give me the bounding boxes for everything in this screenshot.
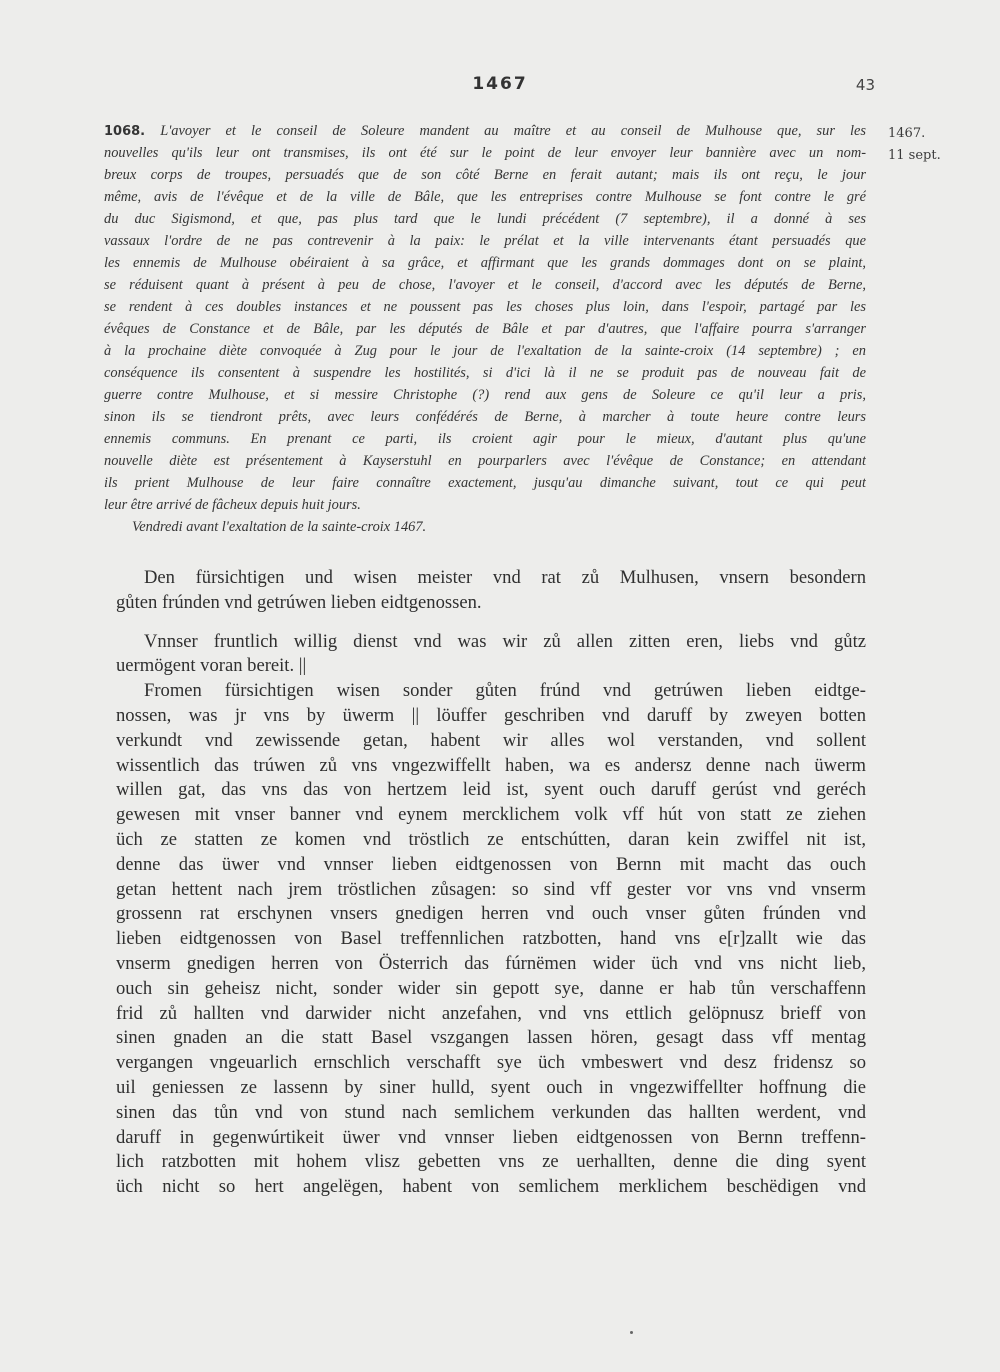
greeting-line: Vnnser fruntlich willig dienst vnd was wir zů allen zitten eren, liebs vnd gůtz (144, 630, 866, 652)
page-number: 43 (855, 76, 875, 94)
margin-note (888, 123, 968, 167)
body-line: nossen, was jr vns by üwerm || löuffer geschriben vnd daruff by zweyen botten (116, 704, 866, 726)
summary-line: vassaux l'ordre de ne pas contrevenir à la paix: le prélat et la ville intervenants étant persuadés que (104, 233, 866, 249)
body-line: sinen gnaden an die statt Basel vszgangen lassen hören, gesagt dass vff mentag (116, 1027, 866, 1049)
summary-line: se rendent à ces doubles instances et ne poussent pas les choses plus loin, dans l'espoir, partagé par les (104, 299, 866, 315)
body-line: grossenn rat erschynen vnsers gnedigen herren vnd ouch vnser gůten frúnden vnd (116, 903, 866, 925)
summary-line: 1068. L'avoyer et le conseil de Soleure mandent au maître et au conseil de Mulhouse que, sur les (104, 123, 866, 139)
summary-line: leur être arrivé de fâcheux depuis huit jours. (104, 497, 361, 513)
address-line: Den fürsichtigen und wisen meister vnd rat zů Mulhusen, vnsern besondern (144, 567, 866, 588)
summary-line: même, avis de l'évêque et de la ville de Bâle, que les entreprises contre Mulhouse se font contre le gré (104, 189, 866, 205)
body-line: wissentlich das trúwen zů vns vngezwiffellt haben, wa es andersz denne nach üwerm (116, 754, 866, 776)
summary-line: sinon ils se tiendront prêts, avec leurs confédérés de Berne, à marcher à toute heure contre leurs (104, 409, 866, 425)
body-line: üch nicht so hert angelëgen, habent von semlichem merklichem beschëdigen vnd (116, 1176, 866, 1198)
margin-note-year: 1467. (888, 126, 926, 141)
summary-line: les ennemis de Mulhouse obéiraient à sa grâce, et affirmant que les grands dommages dont on se plaint, (104, 255, 866, 271)
summary-line: du duc Sigismond, et que, pas plus tard que le lundi précédent (7 septembre), il a donné à ses (104, 211, 866, 227)
body-line: willen gat, das vns das von hertzem leid ist, syent ouch daruff gerúst vnd geréch (116, 779, 866, 801)
body-line: ouch sin geheisz nicht, sonder wider sin gepott sye, danne er hab tůn verschaffenn (116, 977, 866, 999)
summary-line: ennemis communs. En prenant ce parti, ils croient agir pour le mieux, d'autant plus qu'une (104, 431, 866, 447)
summary-line: à la prochaine diète convoquée à Zug pour le jour de l'exaltation de la sainte-croix (14 septembre) ; en (104, 343, 866, 359)
body-line: lich ratzbotten mit hohem vlisz gebetten vns ze uerhallten, denne die ding syent (116, 1151, 866, 1173)
body-line: vergangen vngeuarlich ernschlich verschafft sye üch vmbeswert vnd desz fridensz so (116, 1052, 866, 1074)
summary-line: ils prient Mulhouse de leur faire connaître exactement, jusqu'au dimanche suivant, tout ce qui peut (104, 475, 866, 491)
french-summary (104, 120, 866, 538)
summary-line: se réduisent quant à présent à peu de chose, l'avoyer et le conseil, d'accord avec les députés de Berne, (104, 277, 866, 293)
greeting-line: uermögent voran bereit. || (116, 655, 307, 677)
body-line: getan hettent nach jrem tröstlichen zůsagen: so sind vff gester vor vns vnd vnserm (116, 878, 866, 900)
body-line: üch ze statten ze komen vnd tröstlich ze entschútten, daran kein zwiffel nit ist, (116, 828, 866, 850)
address-line: gůten frúnden vnd getrúwen lieben eidtgenossen. (116, 591, 482, 613)
summary-line: guerre contre Mulhouse, et si messire Christophe (?) rend aux gens de Soleure ce qu'il leur a pris, (104, 387, 866, 403)
body-line: verkundt vnd zewissende getan, habent wir alles wol verstanden, vnd sollent (116, 729, 866, 751)
body-line: uil geniessen ze lassenn by siner hulld, syent ouch in vngezwiffellter hoffnung die (116, 1076, 866, 1098)
summary-line: nouvelle diète est présentement à Kayserstuhl en pourparlers avec l'évêque de Constance; en attendant (104, 453, 866, 469)
body-line: vnserm gnedigen herren von Österrich das fúrnëmen wider üch vnd vns nicht lieb, (116, 952, 866, 974)
body-line: daruff in gegenwúrtikeit üwer vnd vnnser lieben eidtgenossen von Bernn treffenn- (116, 1126, 866, 1148)
body-line: frid zů hallten vnd darwider nicht anzefahen, vnd vns ettlich gelöpnusz brieff von (116, 1002, 866, 1024)
summary-dateline: Vendredi avant l'exaltation de la sainte-croix 1467. (132, 519, 427, 535)
document-number: 1068. (104, 124, 146, 139)
summary-line: conséquence ils consentent à suspendre les hostilités, si d'ici là il ne se produit pas de nouveau fait de (104, 365, 866, 381)
letter-text (116, 566, 866, 1200)
margin-note-date: 11 sept. (888, 148, 941, 163)
body-line: sinen das tůn vnd von stund nach semlichem verkunden das hallten werdent, vnd (116, 1101, 866, 1123)
summary-line: évêques de Constance et de Bâle, par les députés de Bâle et par d'autres, que l'affaire pourra s'arranger (104, 321, 866, 337)
summary-line: nouvelles qu'ils leur ont transmises, ils ont été sur le point de leur envoyer leur bannière avec un nom- (104, 145, 866, 161)
body-line: denne das üwer vnd vnnser lieben eidtgenossen von Bernn mit macht das ouch (116, 853, 866, 875)
running-head-year: 1467 (472, 74, 528, 94)
body-line: lieben eidtgenossen von Basel treffennlichen ratzbotten, hand vns e[r]zallt wie das (116, 928, 866, 950)
print-speck (630, 1331, 633, 1334)
summary-line: breux corps de troupes, persuadés que de son côté Berne en ferait autant; mais ils ont reçu, le jour (104, 167, 866, 183)
body-line: Fromen fürsichtigen wisen sonder gůten frúnd vnd getrúwen lieben eidtge- (144, 680, 866, 702)
body-line: gewesen mit vnser banner vnd eynem mercklichem volk vff hút von statt ze ziehen (116, 804, 866, 826)
